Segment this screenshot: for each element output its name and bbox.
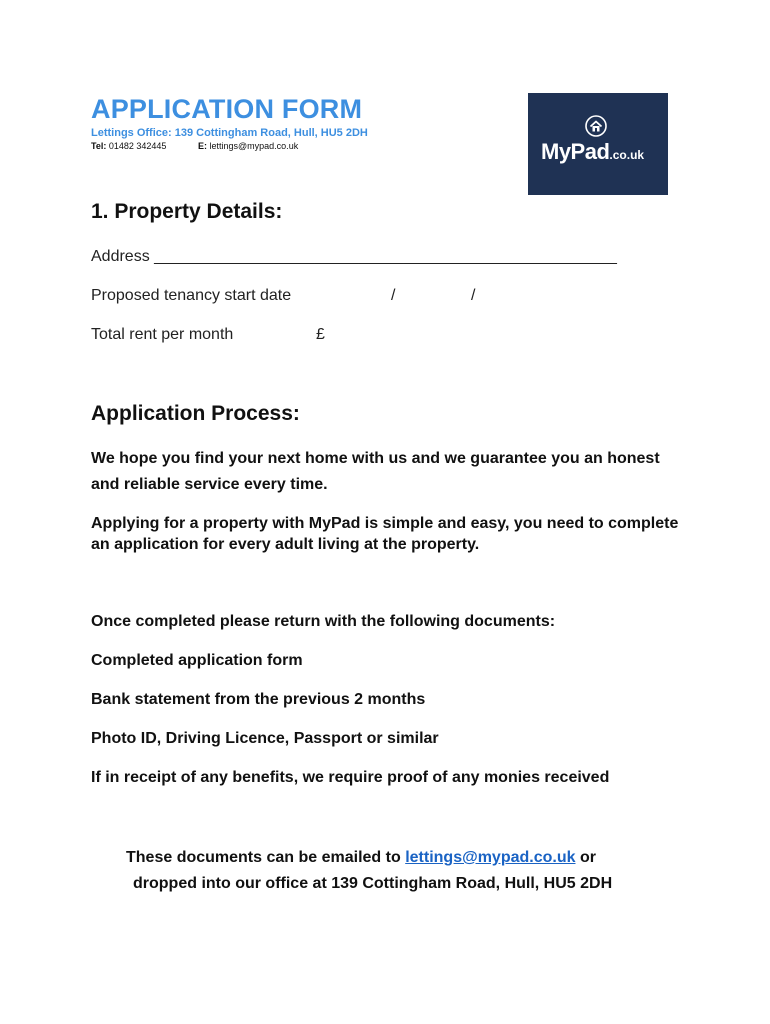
application-process-heading: Application Process: <box>91 402 300 425</box>
mypad-logo <box>528 93 668 195</box>
footer-suffix: or <box>579 849 596 866</box>
documents-intro: Once completed please return with the following documents: <box>91 613 556 630</box>
footer-prefix: These documents can be emailed to <box>126 849 401 866</box>
house-icon <box>585 115 607 137</box>
rent-label: Total rent per month <box>91 326 234 343</box>
email-link[interactable]: lettings@mypad.co.uk <box>405 849 576 866</box>
contact-line <box>91 141 299 151</box>
page-title: APPLICATION FORM <box>91 94 363 124</box>
document-item: If in receipt of any benefits, we require proof of any monies received <box>91 769 610 786</box>
address-field[interactable] <box>91 248 617 266</box>
footer-office-line: dropped into our office at 139 Cottingham Road, Hull, HU5 2DH <box>133 875 613 892</box>
document-item: Photo ID, Driving Licence, Passport or similar <box>91 730 439 747</box>
address-blank[interactable]: ____________________________________________________ <box>154 248 617 265</box>
date-separator-2: / <box>471 287 476 304</box>
property-details-heading: 1. Property Details: <box>91 200 283 223</box>
logo-wordmark <box>541 139 644 165</box>
document-item: Bank statement from the previous 2 months <box>91 691 426 708</box>
logo-tld: .co.uk <box>609 148 645 162</box>
office-address: Lettings Office: 139 Cottingham Road, Hull, HU5 2DH <box>91 127 368 139</box>
date-separator-1: / <box>391 287 396 304</box>
document-item: Completed application form <box>91 652 303 669</box>
intro-paragraph: We hope you find your next home with us and we guarantee you an honest and reliable service every time. <box>91 450 660 493</box>
submission-instructions <box>126 845 612 897</box>
currency-symbol: £ <box>316 326 325 343</box>
tel-value: 01482 342445 <box>108 141 167 151</box>
logo-brand: MyPad <box>541 139 610 164</box>
applying-paragraph: Applying for a property with MyPad is simple and easy, you need to complete an application for every adult living at the property. <box>91 515 679 553</box>
email-label: E: <box>198 141 207 151</box>
start-date-label: Proposed tenancy start date <box>91 287 292 304</box>
email-value: lettings@mypad.co.uk <box>209 141 299 151</box>
email-contact <box>198 141 298 151</box>
address-label: Address <box>91 248 150 265</box>
tel-label: Tel: <box>91 141 107 151</box>
